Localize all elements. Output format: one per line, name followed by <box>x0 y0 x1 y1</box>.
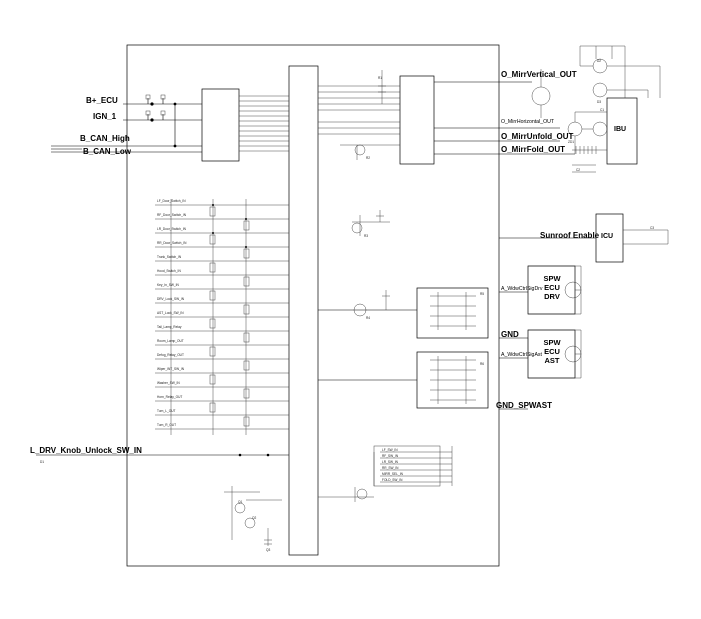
signal-label: AST_Lock_SW_IN <box>157 311 184 315</box>
matrix-label: LF_SW_IN <box>382 448 398 452</box>
block-label-spw-ecu-drv: SPW ECU DRV <box>543 274 561 301</box>
component-ref: R6 <box>480 362 485 366</box>
signal-label: Turn_L_OUT <box>157 409 176 413</box>
block-label-icu: ICU <box>601 233 614 240</box>
signal-label: Washer_SW_IN <box>157 381 180 385</box>
component-ref: D3 <box>597 100 602 104</box>
component-ref: R4 <box>366 316 371 320</box>
component-ref: C3 <box>650 226 655 230</box>
block-label-ibu: IBU <box>614 126 627 133</box>
signal-label: Key_In_SW_IN <box>157 283 179 287</box>
pin-label-b-can-high: B_CAN_High <box>80 134 130 143</box>
matrix-label: LR_SW_IN <box>382 460 398 464</box>
matrix-label: MIRR_SEL_IN <box>382 472 403 476</box>
component-ref: C2 <box>576 168 581 172</box>
component-ref: R3 <box>364 234 369 238</box>
component-ref: R2 <box>366 156 371 160</box>
pin-label-b-plus-ecu: B+_ECU <box>86 96 118 105</box>
pin-label-o-mirrhorizontal-out: O_MirrHorizontal_OUT <box>501 119 555 125</box>
matrix-label: RR_SW_IN <box>382 466 399 470</box>
signal-label: Wiper_INT_SW_IN <box>157 367 185 371</box>
signal-label: Tail_Lamp_Relay <box>157 325 182 329</box>
pin-label-b-can-low: B_CAN_Low <box>83 147 132 156</box>
block-label-spw-ecu-ast: SPW ECU AST <box>543 338 561 365</box>
pin-label-sunroof-enable: Sunroof Enable <box>540 231 600 240</box>
component-ref: D2 <box>597 59 602 63</box>
matrix-label: RF_SW_IN <box>382 454 399 458</box>
signal-label: Defog_Relay_OUT <box>157 353 184 357</box>
signal-label: Trunk_Switch_IN <box>157 255 182 259</box>
component-ref: Q2 <box>252 516 257 520</box>
signal-label: LF_Door_Switch_IN <box>157 199 186 203</box>
signal-label: RR_Door_Switch_IN <box>157 241 187 245</box>
pin-label-a-wdwctrlsigast: A_WdwCtrlSigAst <box>501 352 542 358</box>
pin-label-gnd-spwast: GND_SPWAST <box>496 401 553 410</box>
component-ref: ZD1 <box>568 140 575 144</box>
component-ref: C1 <box>600 108 605 112</box>
signal-label: Room_Lamp_OUT <box>157 339 184 343</box>
signal-label: Hood_Switch_IN <box>157 269 181 273</box>
signal-label: DRV_Lock_SW_IN <box>157 297 185 301</box>
pin-label-ign-1: IGN_1 <box>93 112 117 121</box>
component-ref: R1 <box>378 76 383 80</box>
pin-label-o-mirrvertical-out: O_MirrVertical_OUT <box>501 70 577 79</box>
pin-label-o-mirrunfold-out: O_MirrUnfold_OUT <box>501 132 574 141</box>
component-ref: R5 <box>480 292 485 296</box>
signal-label: Horn_Relay_OUT <box>157 395 183 399</box>
signal-label: LR_Door_Switch_IN <box>157 227 186 231</box>
pin-label-gnd: GND <box>501 330 519 339</box>
component-ref: D1 <box>40 460 45 464</box>
pin-label-o-mirrfold-out: O_MirrFold_OUT <box>501 145 566 154</box>
pin-label-a-wdwctrlsgdrv: A_WdwCtrlSigDrv <box>501 286 543 292</box>
component-ref: Q1 <box>238 500 243 504</box>
matrix-label: FOLD_SW_IN <box>382 478 403 482</box>
pin-label-l-drv-knob-unlock-sw-in: L_DRV_Knob_Unlock_SW_IN <box>30 446 142 455</box>
component-ref: Q3 <box>266 548 271 552</box>
signal-label: RF_Door_Switch_IN <box>157 213 187 217</box>
signal-label: Turn_R_OUT <box>157 423 177 427</box>
